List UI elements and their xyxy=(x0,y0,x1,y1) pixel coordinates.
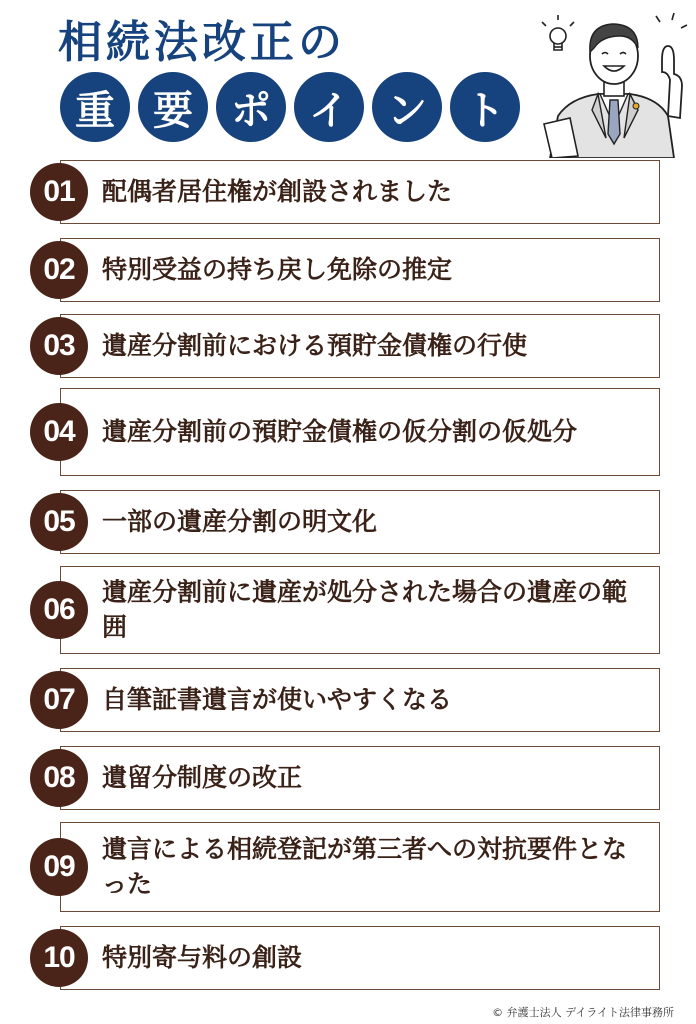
page-title-line2 xyxy=(60,72,520,142)
item-text: 遺留分制度の改正 xyxy=(102,762,303,792)
header xyxy=(0,0,696,160)
item-text: 配偶者居住権が創設されました xyxy=(102,176,453,206)
copyright-text: © 弁護士法人 デイライト法律事務所 xyxy=(492,1006,674,1019)
item-number-badge: 09 xyxy=(30,838,88,896)
page-title-line1: 相続法改正の xyxy=(58,17,346,68)
list-item xyxy=(30,926,660,990)
item-number-badge: 05 xyxy=(30,493,88,551)
list-item xyxy=(30,314,660,378)
item-text: 一部の遺産分割の明文化 xyxy=(102,506,378,536)
title-char-circle: ン xyxy=(372,72,442,142)
list-item xyxy=(30,490,660,554)
item-number-badge: 01 xyxy=(30,163,88,221)
title-char-circle: 重 xyxy=(60,72,130,142)
item-text: 遺産分割前の預貯金債権の仮分割の仮処分 xyxy=(102,416,578,446)
item-number-badge: 10 xyxy=(30,929,88,987)
item-number-badge: 06 xyxy=(30,581,88,639)
item-number-badge: 07 xyxy=(30,671,88,729)
item-text: 自筆証書遺言が使いやすくなる xyxy=(102,684,453,714)
title-char-circle: 要 xyxy=(138,72,208,142)
title-char-circle: イ xyxy=(294,72,364,142)
item-text: 遺産分割前に遺産が処分された場合の遺産の範囲 xyxy=(102,577,628,641)
item-number-badge: 08 xyxy=(30,749,88,807)
list-item xyxy=(30,746,660,810)
item-text: 遺産分割前における預貯金債権の行使 xyxy=(102,330,528,360)
list-item xyxy=(30,822,660,912)
title-char-circle: ポ xyxy=(216,72,286,142)
list-item xyxy=(30,238,660,302)
item-number-badge: 03 xyxy=(30,317,88,375)
lightbulb-icon xyxy=(542,15,574,50)
title-char-circle: ト xyxy=(450,72,520,142)
item-text: 遺言による相続登記が第三者への対抗要件となった xyxy=(102,834,628,898)
item-text: 特別受益の持ち戻し免除の推定 xyxy=(102,254,453,284)
businessman-illustration xyxy=(540,6,690,158)
item-number-badge: 02 xyxy=(30,241,88,299)
list-item xyxy=(30,388,660,476)
list-item xyxy=(30,668,660,732)
list-item xyxy=(30,160,660,224)
item-text: 特別寄与料の創設 xyxy=(102,942,303,972)
item-number-badge: 04 xyxy=(30,403,88,461)
list-item xyxy=(30,566,660,654)
